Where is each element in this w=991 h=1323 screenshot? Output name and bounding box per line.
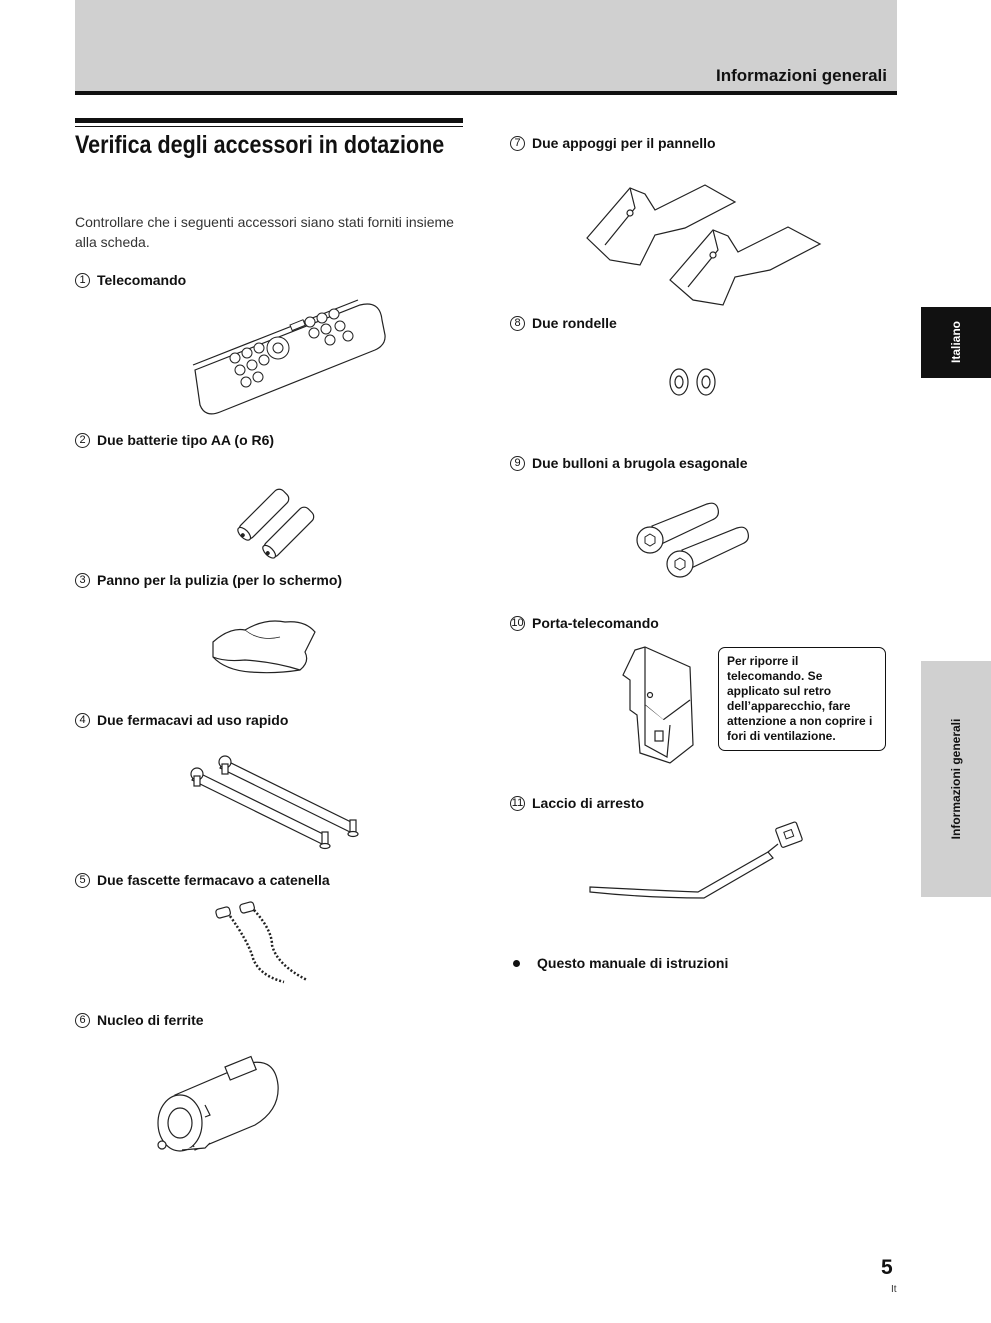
item-number: 1 [75, 273, 90, 288]
item-label: Due appoggi per il pannello [532, 135, 716, 151]
item-stands [510, 135, 716, 151]
cable-clamps-icon [185, 752, 370, 857]
language-tab-label: Italiano [949, 321, 963, 364]
item-label: Porta-telecomando [532, 615, 659, 631]
item-label: Questo manuale di istruzioni [537, 955, 729, 971]
item-label: Telecomando [97, 272, 187, 288]
item-number: 2 [75, 433, 90, 448]
heading-rule-thick [75, 118, 463, 123]
item-number: 9 [510, 456, 525, 471]
ferrite-core-icon [150, 1055, 285, 1155]
section-tab-label: Informazioni generali [949, 718, 963, 840]
item-number: 6 [75, 1013, 90, 1028]
hex-bolts-icon [632, 498, 757, 583]
panel-stands-icon [585, 180, 825, 305]
cleaning-cloth-icon [205, 612, 325, 677]
item-label: Due bulloni a brugola esagonale [532, 455, 748, 471]
item-batteries [75, 432, 274, 448]
item-label: Due fascette fermacavo a catenella [97, 872, 330, 888]
heading-rule-thin [75, 126, 463, 127]
remote-holder-icon [615, 645, 700, 770]
item-number: 4 [75, 713, 90, 728]
item-label: Due rondelle [532, 315, 617, 331]
intro-text: Controllare che i seguenti accessori siano stati forniti insieme alla scheda. [75, 214, 454, 250]
item-number: 3 [75, 573, 90, 588]
bullet-icon [513, 960, 520, 967]
section-title: Informazioni generali [716, 66, 887, 85]
washers-icon [668, 366, 720, 398]
header-rule [75, 91, 897, 95]
chain-ties-icon [212, 900, 317, 990]
item-manual [510, 955, 728, 971]
item-number: 11 [511, 797, 524, 809]
item-cable-clamps [75, 712, 288, 728]
item-cloth [75, 572, 342, 588]
item-remote [75, 272, 186, 288]
item-remote-holder [510, 615, 659, 631]
item-number: 7 [510, 136, 525, 151]
item-speed-clamp [510, 795, 644, 811]
item-label: Nucleo di ferrite [97, 1012, 204, 1028]
item-bolts [510, 455, 747, 471]
remote-control-icon [190, 300, 390, 420]
holder-note: Per riporre il telecomando. Se applicato sul retro dell’apparecchio, fare attenzione a non coprire i fori di ventilazione. [718, 647, 886, 751]
item-chain-ties [75, 872, 330, 888]
item-number: 5 [75, 873, 90, 888]
item-label: Panno per la pulizia (per lo schermo) [97, 572, 343, 588]
page-number: 5 [881, 1256, 893, 1279]
page-lang-code: It [891, 1284, 897, 1295]
page-heading: Verifica degli accessori in dotazione [75, 131, 445, 159]
item-washers [510, 315, 617, 331]
item-label: Due fermacavi ad uso rapido [97, 712, 289, 728]
speed-clamp-icon [588, 822, 813, 902]
item-number: 8 [510, 316, 525, 331]
item-label: Due batterie tipo AA (o R6) [97, 432, 275, 448]
item-ferrite [75, 1012, 204, 1028]
batteries-icon [230, 485, 330, 550]
item-number: 10 [511, 617, 524, 629]
item-label: Laccio di arresto [532, 795, 645, 811]
